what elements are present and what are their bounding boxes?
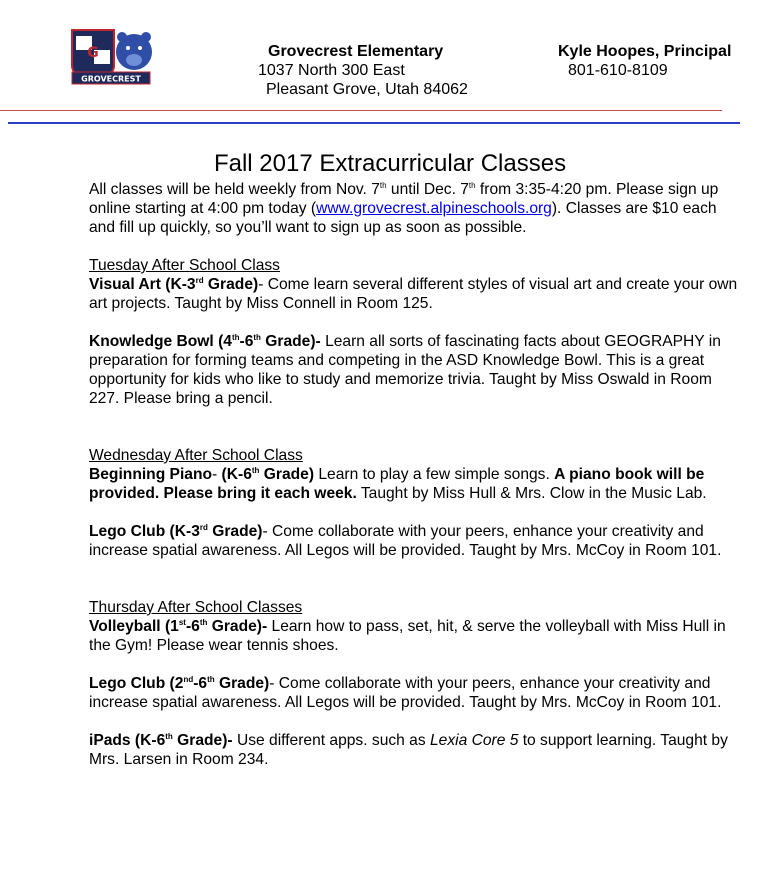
- document-body: [89, 180, 739, 769]
- principal-info: [558, 42, 731, 80]
- svg-text:G: G: [87, 45, 99, 61]
- thursday-heading: Thursday After School Classes: [89, 599, 303, 616]
- tuesday-heading: Tuesday After School Class: [89, 257, 280, 274]
- address-line-2: Pleasant Grove, Utah 84062: [266, 81, 468, 98]
- school-website-link[interactable]: www.grovecrest.alpineschools.org: [316, 200, 552, 217]
- school-info: [258, 42, 468, 99]
- intro-paragraph: All classes will be held weekly from Nov. 7th until Dec. 7th from 3:35-4:20 pm. Please sign up online starting at 4:00 pm today (www.grovecrest.alpineschools.org). Classes are $10 each and fill up quickly, so you’ll want to sign up as soon as possible.: [89, 180, 719, 236]
- page-title: Fall 2017 Extracurricular Classes: [213, 150, 567, 177]
- principal-phone: 801-610-8109: [568, 62, 668, 79]
- header-divider-red: [0, 110, 722, 111]
- logo-text: GROVECREST: [81, 74, 141, 84]
- class-knowledge-bowl: Knowledge Bowl (4th-6th Grade)- Learn all sorts of fascinating facts about GEOGRAPHY in preparation for forming teams and competing in the ASD Knowledge Bowl. This is a great opportunity for kids who like to study and memorize trivia. Taught by Miss Oswald in Room 227. Please bring a pencil.: [89, 332, 721, 407]
- class-lego-club-wednesday: Lego Club (K-3rd Grade)- Come collaborate with your peers, enhance your creativity and increase spatial awareness. All Legos will be provided. Taught by Mrs. McCoy in Room 101.: [89, 522, 722, 559]
- header-divider-blue: [8, 122, 740, 124]
- school-logo: [70, 28, 154, 86]
- address-line-1: 1037 North 300 East: [258, 62, 405, 79]
- class-volleyball: Volleyball (1st-6th Grade)- Learn how to pass, set, hit, & serve the volleyball with Miss Hull in the Gym! Please wear tennis shoes.: [89, 617, 726, 654]
- class-beginning-piano: Beginning Piano- (K-6th Grade) Learn to play a few simple songs. A piano book will be provided. Please bring it each week. Taught by Miss Hull & Mrs. Clow in the Music Lab.: [89, 465, 707, 502]
- principal-name: Kyle Hoopes, Principal: [558, 43, 732, 60]
- class-lego-club-thursday: Lego Club (2nd-6th Grade)- Come collaborate with your peers, enhance your creativity and increase spatial awareness. All Legos will be provided. Taught by Mrs. McCoy in Room 101.: [89, 674, 722, 711]
- wednesday-heading: Wednesday After School Class: [89, 447, 303, 464]
- class-ipads: iPads (K-6th Grade)- Use different apps. such as Lexia Core 5 to support learning. Taught by Mrs. Larsen in Room 234.: [89, 731, 728, 768]
- school-name: Grovecrest Elementary: [268, 43, 444, 60]
- class-visual-art: Visual Art (K-3rd Grade)- Come learn several different styles of visual art and create your own art projects. Taught by Miss Connell in Room 125.: [89, 275, 738, 312]
